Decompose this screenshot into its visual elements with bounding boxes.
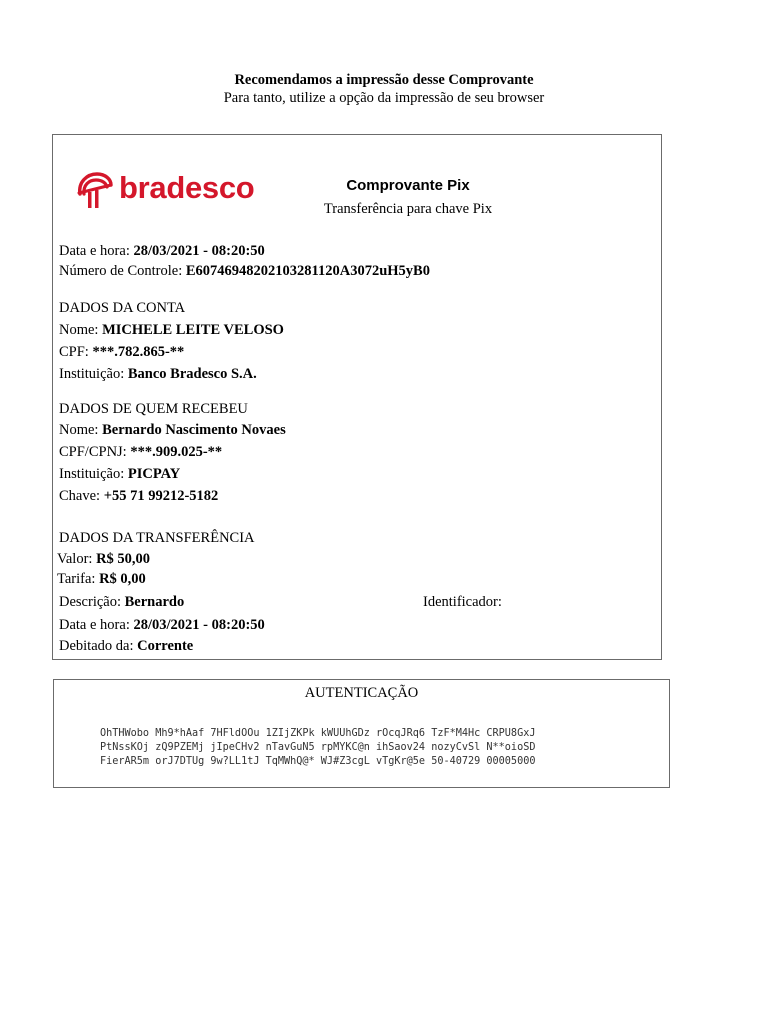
transfer-debited-from: Debitado da: Corrente [59, 638, 194, 654]
print-notice-subtitle: Para tanto, utilize a opção da impressão de seu browser [223, 90, 545, 106]
transfer-value: Valor: R$ 50,00 [57, 551, 151, 567]
account-institution: Instituição: Banco Bradesco S.A. [59, 366, 257, 382]
meta-datetime-value: 28/03/2021 - 08:20:50 [133, 243, 265, 259]
receipt-title: Comprovante Pix [346, 177, 470, 194]
recipient-institution: Instituição: PICPAY [59, 466, 181, 482]
control-number-value: E60746948202103281120A3072uH5yB0 [185, 263, 430, 279]
bradesco-tree-icon [75, 168, 115, 212]
transfer-fee-amount: R$ 0,00 [99, 571, 146, 587]
account-institution-value: Banco Bradesco S.A. [127, 366, 257, 382]
bradesco-logo [75, 168, 255, 214]
recipient-pix-key: Chave: +55 71 99212-5182 [59, 488, 219, 504]
account-cpf: CPF: ***.782.865-** [59, 344, 185, 360]
authentication-line: OhTHWobo Mh9*hAaf 7HFldOOu 1ZIjZKPk kWUUhGDz rOcqJRq6 TzF*M4Hc CRPU8GxJ [100, 728, 536, 739]
transfer-datetime-value: 28/03/2021 - 08:20:50 [133, 617, 265, 633]
recipient-name-value: Bernardo Nascimento Novaes [102, 422, 286, 438]
authentication-code [100, 727, 535, 769]
authentication-line: FierAR5m orJ7DTUg 9w?LL1tJ TqMWhQ@* WJ#Z3cgL vTgKr@5e 50-40729 00005000 [100, 756, 536, 767]
section-transfer-heading: DADOS DA TRANSFERÊNCIA [59, 530, 255, 546]
transfer-datetime: Data e hora: 28/03/2021 - 08:20:50 [59, 617, 265, 633]
recipient-institution-value: PICPAY [127, 466, 181, 482]
transfer-value-amount: R$ 50,00 [96, 551, 151, 567]
authentication-panel [53, 679, 670, 788]
recipient-document: CPF/CPNJ: ***.909.025-** [59, 444, 223, 460]
section-recipient-heading: DADOS DE QUEM RECEBEU [59, 401, 248, 417]
transfer-description-value: Bernardo [124, 594, 185, 610]
meta-datetime: Data e hora: 28/03/2021 - 08:20:50 [59, 243, 265, 259]
transfer-debited-value: Corrente [137, 638, 194, 654]
recipient-document-value: ***.909.025-** [130, 444, 223, 460]
brand-wordmark: bradesco [119, 170, 255, 205]
transfer-identifier-label: Identificador: [423, 594, 502, 610]
account-cpf-value: ***.782.865-** [92, 344, 185, 360]
transfer-fee: Tarifa: R$ 0,00 [57, 571, 146, 587]
recipient-pix-key-value: +55 71 99212-5182 [103, 488, 219, 504]
meta-control-number: Número de Controle: E60746948202103281120A3072uH5yB0 [59, 263, 430, 279]
recipient-name: Nome: Bernardo Nascimento Novaes [59, 422, 286, 438]
receipt-panel [52, 134, 662, 660]
section-account-heading: DADOS DA CONTA [59, 300, 186, 316]
receipt-subtitle: Transferência para chave Pix [323, 201, 493, 217]
authentication-line: PtNssKOj zQ9PZEMj jIpeCHv2 nTavGuN5 rpMYKC@n ihSaov24 nozyCvSl N**oioSD [100, 742, 536, 753]
print-notice-title: Recomendamos a impressão desse Comprovante [234, 72, 534, 88]
transfer-description: Descrição: Bernardo [59, 594, 185, 610]
authentication-title: AUTENTICAÇÃO [304, 685, 419, 701]
account-name-value: MICHELE LEITE VELOSO [102, 322, 284, 338]
account-name: Nome: MICHELE LEITE VELOSO [59, 322, 284, 338]
